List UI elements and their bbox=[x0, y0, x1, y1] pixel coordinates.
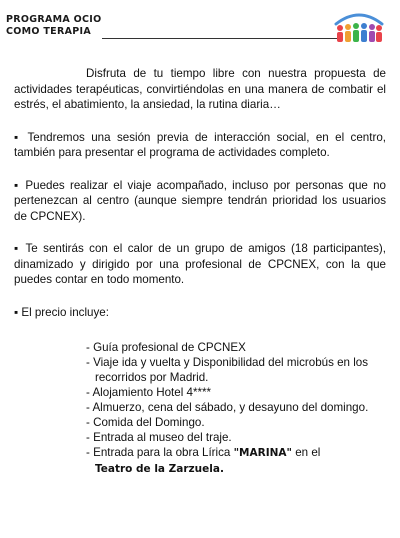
includes-list bbox=[86, 340, 386, 477]
body-content bbox=[14, 66, 386, 337]
logo-figures bbox=[337, 23, 382, 42]
header-title-line2: COMO TERAPIA bbox=[6, 26, 91, 37]
bullet-companions: ▪ Puedes realizar el viaje acompañado, incluso por personas que no pertenezcan al centro (aunque siempre tendrán prioridad los usuarios de CPCNEX). bbox=[14, 178, 386, 223]
logo-arc bbox=[336, 15, 382, 24]
list-item-text: - Entrada para la obra Lírica bbox=[86, 446, 234, 459]
bullet-group: ▪ Te sentirás con el calor de un grupo de amigos (18 participantes), dinamizado y dirigido por una profesional de CPCNEX, con la que puedes contar en todo momento. bbox=[14, 242, 386, 286]
intro-paragraph: Disfruta de tu tiempo libre con nuestra propuesta de actividades terapéuticas, convirtiéndolas en una manera de combatir el estrés, el abatimiento, la ansiedad, la rutina diaria… bbox=[14, 67, 386, 111]
list-item-text: en el bbox=[292, 446, 321, 459]
list-item: - Almuerzo, cena del sábado, y desayuno del domingo. bbox=[86, 401, 369, 414]
list-item: - Comida del Domingo. bbox=[86, 416, 205, 429]
header-underline bbox=[102, 38, 338, 39]
list-item: - Viaje ida y vuelta y Disponibilidad del microbús en los recorridos por Madrid. bbox=[86, 356, 369, 384]
people-group-logo-icon bbox=[332, 8, 386, 48]
list-item bbox=[86, 445, 386, 477]
opera-title: "MARINA" bbox=[233, 447, 292, 459]
list-item: - Guía profesional de CPCNEX bbox=[86, 341, 246, 354]
header bbox=[6, 6, 394, 50]
list-item: - Entrada al museo del traje. bbox=[86, 431, 232, 444]
header-title-line1: PROGRAMA OCIO bbox=[6, 14, 102, 25]
bullet-social-session: ▪ Tendremos una sesión previa de interacción social, en el centro, también para presentar el programa de actividades completo. bbox=[14, 130, 386, 159]
list-item: - Alojamiento Hotel 4**** bbox=[86, 386, 212, 399]
theatre-name: Teatro de la Zarzuela. bbox=[95, 463, 224, 475]
bullet-price-includes: ▪ El precio incluye: bbox=[14, 305, 109, 319]
header-title bbox=[6, 14, 102, 38]
